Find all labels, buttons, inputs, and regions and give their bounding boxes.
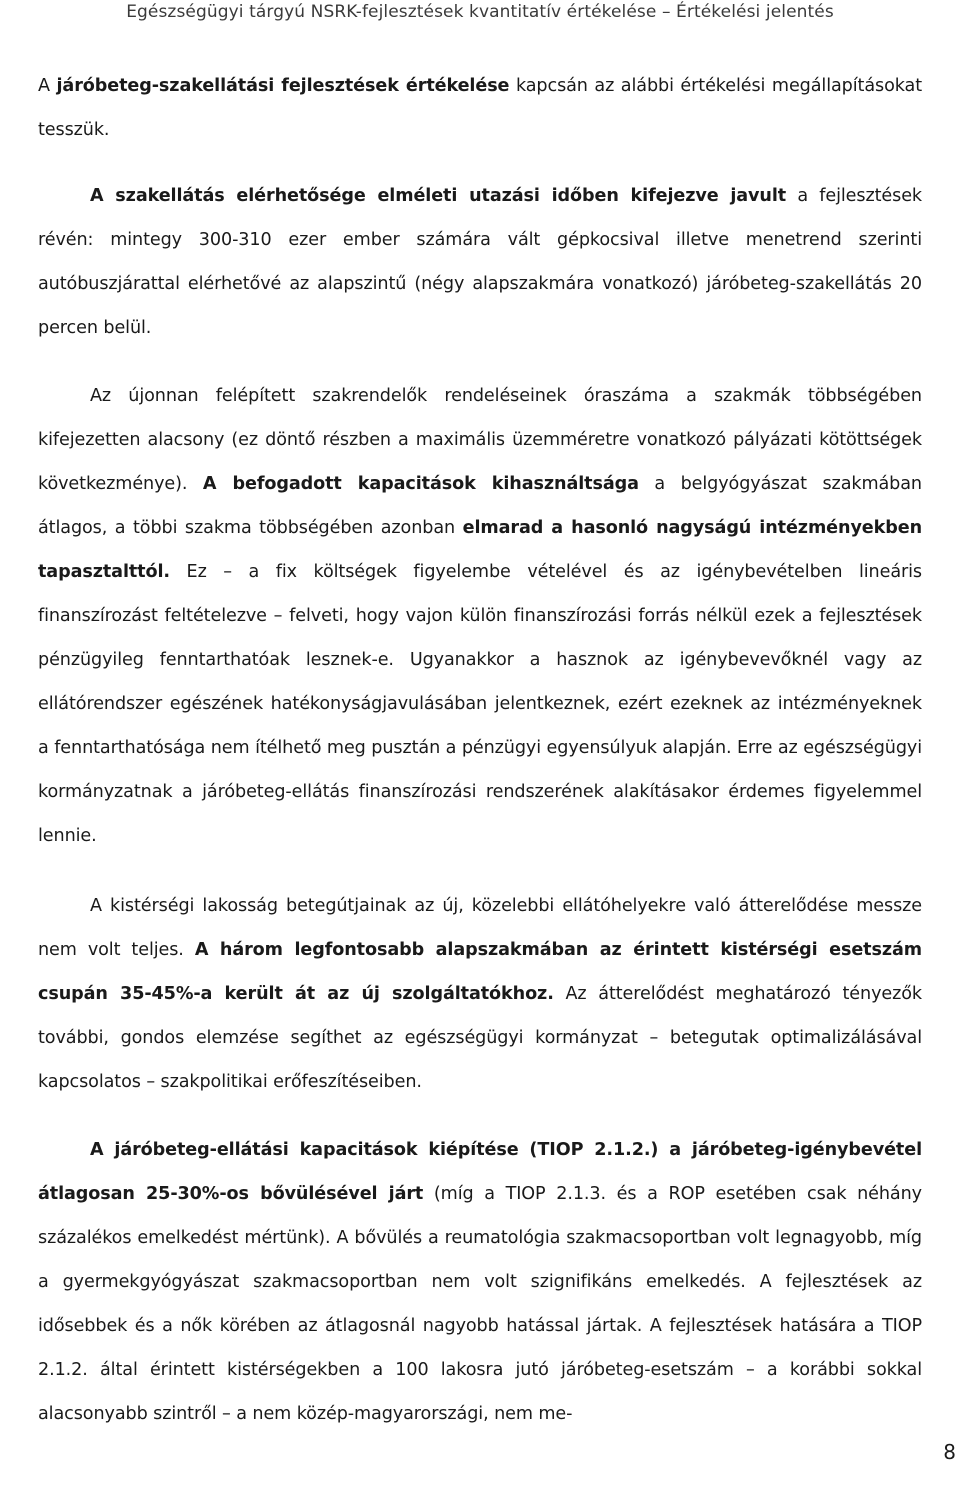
- paragraph-2-4-bold: A járóbeteg-ellátási kapacitások kiépítése (TIOP 2.1.2.) a járóbeteg-igénybevétel átlagosan 25-30%-os bővülésével járt: [38, 1140, 922, 1204]
- section-2-post: kapcsán az alábbi értékelési megállapításokat tesszük.: [38, 76, 922, 140]
- paragraph-2-1-text: a fejlesztések révén: mintegy 300-310 ezer ember számára vált gépkocsival illetve menetrend szerinti autóbuszjárattal elérhetővé az alapszintű (négy alapszakmára vonatkozó) járóbeteg-szakellátás 20 percen belül.: [38, 186, 923, 338]
- section-2-intro: [0, 64, 922, 152]
- section-2-bold: járóbeteg-szakellátási fejlesztések értékelése: [56, 76, 510, 96]
- paragraph-number: [0, 884, 90, 928]
- paragraph-2-2-bold-1: A befogadott kapacitások kihasználtsága: [202, 474, 639, 494]
- running-header: Egészségügyi tárgyú NSRK-fejlesztések kvantitatív értékelése – Értékelési jelentés: [126, 2, 834, 22]
- paragraph-2-2-bold-2: elmarad a hasonló nagyságú intézményekben tapasztalttól.: [38, 518, 922, 582]
- paragraph-2-2-text-2: a belgyógyászat szakmában átlagos, a többi szakma többségében azonban: [38, 474, 922, 538]
- paragraph-2-4-text: (míg a TIOP 2.1.3. és a ROP esetében csak néhány százalékos emelkedést mértünk). A bővülés a reumatológia szakmacsoportban volt legnagyobb, míg a gyermekgyógyászat szakmacsoportban nem volt szignifikáns emelkedés. A fejlesztések az idősebbek és a nők körében az átlagosnál nagyobb hatással jártak. A fejlesztések hatására a TIOP 2.1.2. által érintett kistérségekben a 100 lakosra jutó járóbeteg-esetszám – a korábbi sokkal alacsonyabb szintről – a nem közép-magyarországi, nem me-: [38, 1184, 922, 1424]
- paragraph-2-4: [0, 1128, 922, 1436]
- paragraph-2-1-bold: A szakellátás elérhetősége elméleti utazási időben kifejezve javult: [90, 186, 787, 206]
- paragraph-2-3-bold: A három legfontosabb alapszakmában az érintett kistérségi esetszám csupán 35-45%-a került át az új szolgáltatókhoz.: [38, 940, 922, 1004]
- paragraph-2-2: [0, 374, 922, 858]
- paragraph-2-2-text-3: Ez – a fix költségek figyelembe vételével és az igénybevételben lineáris finanszírozást feltételezve – felveti, hogy vajon külön finanszírozási forrás nélkül ezek a fejlesztések pénzügyileg fenntarthatóak lesznek-e. Ugyanakkor a hasznok az igénybevevőknél vagy az ellátórendszer egészének hatékonyságjavulásában jelentkeznek, ezért ezeknek az intézményeknek a fenntarthatósága nem ítélhető meg pusztán a pénzügyi egyensúlyuk alapján. Erre az egészségügyi kormányzatnak a járóbeteg-ellátás finanszírozási rendszerének alakításakor érdemes figyelemmel lennie.: [38, 562, 922, 846]
- section-number: [0, 64, 38, 108]
- page-number: 8: [943, 1440, 956, 1464]
- paragraph-2-3-text-2: Az átterelődést meghatározó tényezők további, gondos elemzése segíthet az egészségügyi kormányzat – betegutak optimalizálásával kapcsolatos – szakpolitikai erőfeszítéseiben.: [38, 984, 923, 1092]
- paragraph-number: [0, 174, 90, 218]
- section-2-pre: A: [38, 76, 57, 96]
- paragraph-number: [0, 1128, 90, 1172]
- paragraph-2-3-text-1: A kistérségi lakosság betegútjainak az új, közelebbi ellátóhelyekre való átterelődése messze nem volt teljes.: [38, 896, 922, 960]
- paragraph-2-3: [0, 884, 922, 1104]
- paragraph-2-1: [0, 174, 922, 350]
- paragraph-number: [0, 374, 90, 418]
- paragraph-2-2-text-1: Az újonnan felépített szakrendelők rendeléseinek óraszáma a szakmák többségében kifejezetten alacsony (ez döntő részben a maximális üzemméretre vonatkozó pályázati kötöttségek következménye).: [38, 386, 922, 494]
